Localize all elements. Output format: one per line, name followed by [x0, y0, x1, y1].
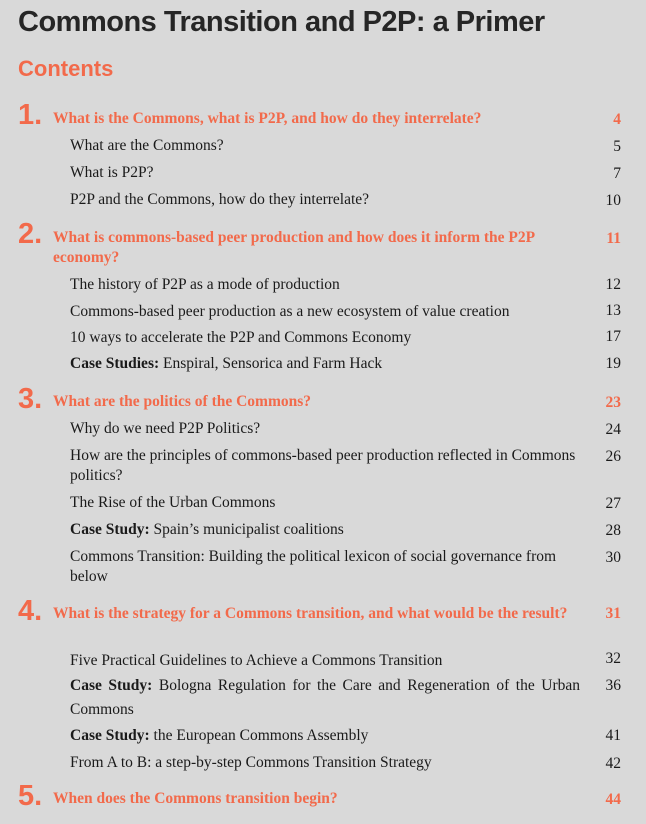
- section-title[interactable]: What is the strategy for a Commons transition, and what would be the result?: [53, 605, 568, 622]
- section-number: 4.: [18, 595, 43, 627]
- toc-item[interactable]: [70, 547, 580, 587]
- toc-item[interactable]: [70, 726, 580, 746]
- contents-heading: Contents: [18, 56, 114, 81]
- toc-item-page[interactable]: 27: [605, 495, 621, 512]
- toc-item-page[interactable]: 10: [605, 192, 621, 209]
- section-title[interactable]: What is commons-based peer production and how does it inform the P2P economy?: [53, 229, 535, 266]
- toc-item[interactable]: [70, 136, 580, 156]
- toc-item-page[interactable]: 12: [605, 276, 621, 293]
- toc-item-prefix: Case Study:: [70, 727, 150, 744]
- toc-item[interactable]: [70, 190, 580, 210]
- toc-item-page[interactable]: 13: [605, 302, 621, 319]
- toc-item-page[interactable]: 28: [605, 522, 621, 539]
- toc-item[interactable]: [70, 753, 580, 773]
- toc-item-text: Commons-based peer production as a new ecosystem of value creation: [70, 303, 510, 320]
- section-title[interactable]: When does the Commons transition begin?: [53, 790, 338, 807]
- toc-item-page[interactable]: 24: [605, 421, 621, 438]
- toc-item[interactable]: [70, 651, 580, 671]
- toc-item-page[interactable]: 19: [605, 355, 621, 372]
- section-number: 1.: [18, 99, 43, 131]
- section-number: 3.: [18, 383, 43, 415]
- toc-item[interactable]: [70, 275, 580, 295]
- section-page[interactable]: 23: [605, 394, 621, 411]
- toc-item[interactable]: [70, 493, 580, 513]
- toc-item[interactable]: [70, 520, 580, 540]
- section-page[interactable]: 4: [613, 111, 621, 128]
- toc-item-text: What are the Commons?: [70, 137, 224, 154]
- toc-item[interactable]: [70, 163, 580, 183]
- toc-item-page[interactable]: 32: [605, 650, 621, 667]
- toc-item-page[interactable]: 17: [605, 328, 621, 345]
- toc-item[interactable]: [70, 419, 580, 439]
- section-title[interactable]: What are the politics of the Commons?: [53, 393, 312, 410]
- section-title[interactable]: What is the Commons, what is P2P, and how do they interrelate?: [53, 110, 482, 127]
- toc-item-page[interactable]: 26: [605, 448, 621, 465]
- toc-item-text: What is P2P?: [70, 164, 154, 181]
- section-number: 5.: [18, 780, 43, 812]
- section-number: 2.: [18, 218, 43, 250]
- toc-item-text: Why do we need P2P Politics?: [70, 420, 261, 437]
- toc-item-page[interactable]: 30: [605, 549, 621, 566]
- toc-item-text: How are the principles of commons-based peer production reflected in Commons politics?: [70, 447, 576, 484]
- toc-item[interactable]: [70, 302, 580, 322]
- toc-item-prefix: Case Studies:: [70, 355, 160, 372]
- toc-item-prefix: Case Study:: [70, 521, 150, 538]
- toc-item-page[interactable]: 42: [605, 755, 621, 772]
- toc-item-text: Spain’s municipalist coalitions: [149, 521, 344, 538]
- toc-item-text: Enspiral, Sensorica and Farm Hack: [159, 355, 383, 372]
- toc-item-prefix: Case Study:: [70, 677, 153, 694]
- toc-item-page[interactable]: 5: [613, 138, 621, 155]
- toc-item-text: P2P and the Commons, how do they interrelate?: [70, 191, 370, 208]
- toc-item-text: The history of P2P as a mode of production: [70, 276, 340, 293]
- toc-item-text: Commons Transition: Building the political lexicon of social governance from below: [70, 548, 557, 585]
- toc-item-page[interactable]: 36: [605, 677, 621, 694]
- toc-item-page[interactable]: 7: [613, 165, 621, 182]
- toc-item[interactable]: [70, 328, 580, 348]
- toc-item-text: Five Practical Guidelines to Achieve a Commons Transition: [70, 652, 443, 669]
- toc-item[interactable]: [70, 446, 580, 486]
- toc-item-text: 10 ways to accelerate the P2P and Commons Economy: [70, 329, 412, 346]
- toc-item-text: From A to B: a step-by-step Commons Transition Strategy: [70, 754, 432, 771]
- toc-item-text: Bologna Regulation for the Care and Regeneration of the Urban Commons: [70, 677, 581, 718]
- document-title: Commons Transition and P2P: a Primer: [18, 6, 545, 38]
- section-page[interactable]: 31: [605, 605, 621, 622]
- section-page[interactable]: 11: [606, 230, 621, 247]
- toc-item-text: The Rise of the Urban Commons: [70, 494, 276, 511]
- toc-item-text: the European Commons Assembly: [149, 727, 369, 744]
- section-page[interactable]: 44: [605, 791, 621, 808]
- toc-item-page[interactable]: 41: [605, 727, 621, 744]
- toc-item[interactable]: [70, 674, 580, 722]
- toc-item[interactable]: [70, 354, 580, 374]
